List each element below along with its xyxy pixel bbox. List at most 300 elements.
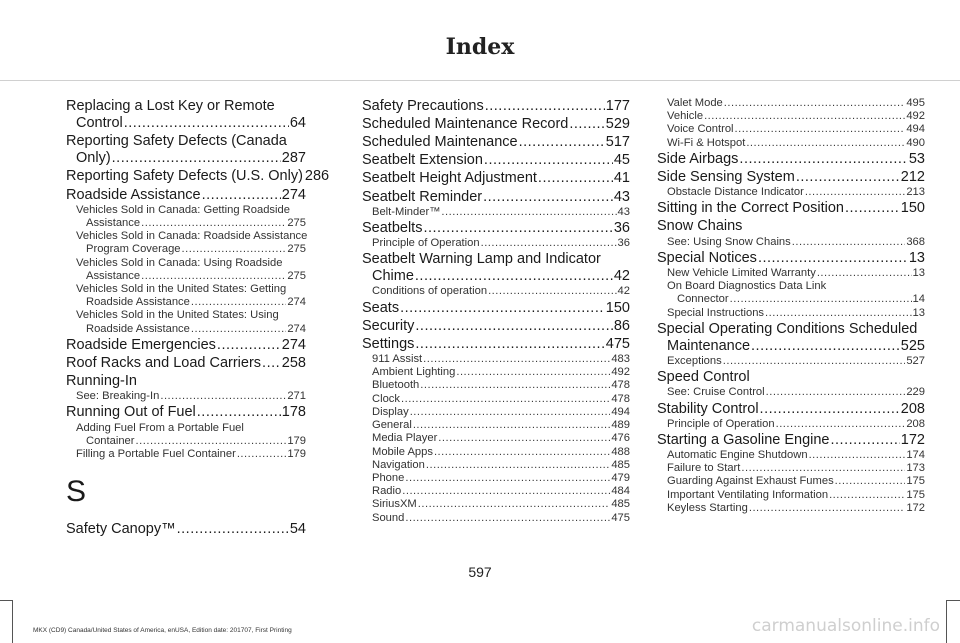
entry-line (372, 379, 630, 392)
entry-text: Special Operating Conditions Scheduled (657, 320, 918, 337)
entry-text: SiriusXM (372, 498, 417, 511)
entry-line (362, 318, 630, 335)
entry-page-number: 174 (906, 448, 925, 461)
entry-text: Principle of Operation (667, 417, 775, 430)
index-entry (66, 187, 306, 204)
index-subentry (657, 475, 925, 488)
index-subentry (362, 459, 630, 472)
index-entry (362, 189, 630, 206)
entry-page-number: 274 (287, 296, 306, 309)
entry-page-number: 64 (289, 115, 306, 132)
entry-line (667, 267, 925, 280)
entry-text: Reporting Safety Defects (U.S. Only) (66, 168, 303, 185)
entry-page-number: 275 (287, 269, 306, 282)
index-subentry (362, 366, 630, 379)
entry-text: Safety Precautions (362, 98, 484, 114)
entry-text: Special Instructions (667, 306, 765, 319)
leader-dots (723, 355, 906, 368)
entry-page-number: 213 (906, 186, 925, 199)
index-subentry (362, 432, 630, 445)
entry-text: Guarding Against Exhaust Fumes (667, 475, 834, 488)
entry-line (76, 448, 306, 461)
entry-line (372, 237, 630, 250)
entry-line (667, 307, 925, 320)
leader-dots (217, 337, 281, 354)
entry-page-number: 287 (281, 150, 306, 167)
entry-page-number: 271 (287, 390, 306, 403)
entry-page-number: 13 (912, 266, 925, 279)
entry-text: Clock (372, 392, 400, 405)
leader-dots (415, 336, 604, 353)
entry-line (76, 435, 306, 448)
entry-text: Special Notices (657, 249, 757, 266)
entry-text: Safety Canopy™ (66, 521, 176, 538)
entry-page-number: 42 (617, 285, 630, 298)
index-entry (66, 521, 306, 538)
index-entry (362, 336, 630, 353)
leader-dots (796, 169, 900, 186)
entry-page-number: 475 (605, 335, 630, 352)
entry-page-number: 484 (611, 485, 630, 498)
entry-text: Seatbelts (362, 219, 423, 236)
entry-text: Scheduled Maintenance Record (362, 116, 569, 133)
index-subentry (657, 97, 925, 110)
leader-dots (423, 220, 612, 237)
entry-text: Failure to Start (667, 462, 741, 475)
entry-page-number: 275 (287, 243, 306, 256)
entry-page-number: 150 (605, 299, 630, 316)
entry-text: Seatbelt Reminder (362, 188, 483, 205)
entry-line (667, 418, 925, 431)
entry-text: On Board Diagnostics Data Link (667, 280, 827, 293)
entry-line (362, 116, 630, 133)
leader-dots (262, 355, 281, 372)
leader-dots (136, 435, 287, 448)
entry-text: Vehicles Sold in the United States: Using (76, 309, 279, 322)
leader-dots (484, 152, 613, 169)
index-entry (66, 98, 306, 132)
crop-mark-left (12, 600, 13, 643)
entry-line (362, 189, 630, 206)
index-subentry (657, 489, 925, 502)
entry-page-number: 475 (611, 511, 630, 524)
index-subentry (362, 498, 630, 511)
entry-line (667, 110, 925, 123)
leader-dots (415, 318, 612, 335)
entry-page-number: 36 (617, 236, 630, 249)
entry-text: Roadside Assistance (86, 296, 190, 309)
entry-page-number: 492 (611, 366, 630, 379)
entry-text: Connector (677, 293, 729, 306)
leader-dots (792, 236, 906, 249)
entry-line (657, 432, 925, 449)
entry-text: Security (362, 317, 415, 334)
crop-mark-left-h (0, 600, 13, 601)
leader-dots (760, 401, 900, 418)
index-subentry (362, 353, 630, 366)
index-entry (66, 373, 306, 390)
entry-page-number: 274 (281, 336, 306, 353)
leader-dots (735, 123, 906, 136)
leader-dots (160, 390, 286, 403)
entry-line (362, 300, 630, 317)
entry-text: Side Sensing System (657, 168, 795, 185)
entry-text: New Vehicle Limited Warranty (667, 266, 816, 279)
entry-text: Scheduled Maintenance (362, 134, 518, 151)
index-subentry (362, 206, 630, 219)
entry-text: Media Player (372, 432, 438, 445)
entry-text: Wi-Fi & Hotspot (667, 136, 746, 149)
entry-page-number: 54 (289, 521, 306, 538)
entry-text: Exceptions (667, 354, 722, 367)
leader-dots (402, 485, 610, 498)
index-subentry (362, 419, 630, 432)
entry-text: Display (372, 405, 409, 418)
entry-line (372, 406, 630, 419)
entry-page-number: 43 (617, 205, 630, 218)
entry-line (657, 338, 925, 355)
index-column-3 (657, 97, 925, 515)
entry-text: Vehicles Sold in the United States: Getting (76, 282, 287, 295)
index-entry (362, 116, 630, 133)
entry-line (657, 151, 925, 168)
index-entry (657, 218, 925, 235)
entry-line (362, 134, 630, 151)
entry-text: Mobile Apps (372, 445, 433, 458)
entry-page-number: 173 (906, 462, 925, 475)
entry-text: Radio (372, 485, 402, 498)
entry-text: Settings (362, 335, 415, 352)
index-entry (362, 251, 630, 285)
entry-page-number: 86 (613, 317, 630, 334)
index-subentry (657, 110, 925, 123)
entry-line (66, 337, 306, 354)
entry-page-number: 492 (906, 110, 925, 123)
entry-page-number: 36 (613, 219, 630, 236)
entry-line (372, 472, 630, 485)
entry-line (362, 152, 630, 169)
entry-page-number: 479 (611, 471, 630, 484)
leader-dots (829, 489, 905, 502)
index-entry (362, 220, 630, 237)
entry-page-number: 489 (611, 419, 630, 432)
index-subentry (66, 309, 306, 335)
leader-dots (488, 285, 616, 298)
index-entry (66, 355, 306, 372)
page-number: 597 (468, 564, 492, 580)
index-subentry (362, 446, 630, 459)
index-subentry (657, 280, 925, 306)
entry-page-number: 529 (605, 116, 630, 133)
entry-page-number: 41 (613, 170, 630, 187)
index-subentry (657, 236, 925, 249)
leader-dots (420, 379, 610, 392)
index-subentry (657, 355, 925, 368)
index-subentry (66, 390, 306, 403)
entry-line (667, 386, 925, 399)
leader-dots (410, 406, 611, 419)
leader-dots (730, 293, 912, 306)
leader-dots (182, 243, 287, 256)
entry-page-number: 494 (906, 123, 925, 136)
leader-dots (835, 475, 906, 488)
leader-dots (765, 307, 912, 320)
index-entry (657, 401, 925, 418)
entry-line (667, 123, 925, 136)
page-title: Index (445, 34, 515, 60)
index-subentry (66, 422, 306, 448)
leader-dots (831, 432, 900, 449)
index-entry (657, 250, 925, 267)
entry-text: See: Breaking-In (76, 390, 160, 403)
leader-dots (704, 110, 905, 123)
entry-line (66, 150, 306, 167)
entry-line (667, 293, 925, 306)
leader-dots (749, 502, 905, 515)
entry-text: Vehicle (667, 110, 704, 123)
leader-dots (805, 186, 906, 199)
leader-dots (141, 270, 286, 283)
index-subentry (657, 502, 925, 515)
leader-dots (423, 353, 610, 366)
entry-line (362, 336, 630, 353)
entry-page-number: 42 (613, 268, 630, 285)
entry-line (76, 270, 306, 283)
index-entry (362, 318, 630, 335)
entry-line (66, 404, 306, 421)
entry-line (667, 489, 925, 502)
entry-text: Automatic Engine Shutdown (667, 448, 808, 461)
leader-dots (483, 189, 613, 206)
entry-page-number: 275 (287, 216, 306, 229)
entry-line (372, 512, 630, 525)
leader-dots (751, 338, 900, 355)
watermark: carmanualsonline.info (751, 616, 940, 636)
entry-page-number: 43 (613, 188, 630, 205)
entry-text: Stability Control (657, 400, 759, 417)
entry-text: Roof Racks and Load Carriers (66, 354, 262, 371)
entry-text: Program Coverage (86, 243, 181, 256)
entry-text: Roadside Emergencies (66, 336, 216, 353)
entry-text: Sitting in the Correct Position (657, 200, 844, 217)
entry-text: Running-In (66, 373, 137, 390)
entry-text: Belt-Minder™ (372, 205, 441, 218)
entry-line (362, 268, 630, 285)
leader-dots (426, 459, 610, 472)
entry-line (362, 98, 630, 115)
index-entry (362, 134, 630, 151)
header-divider (0, 80, 960, 81)
index-subentry (657, 307, 925, 320)
entry-text: Seatbelt Height Adjustment (362, 170, 537, 187)
entry-page-number: 494 (611, 405, 630, 418)
leader-dots (538, 170, 613, 187)
entry-line (372, 206, 630, 219)
index-subentry (657, 418, 925, 431)
index-subentry (66, 448, 306, 461)
entry-text: Phone (372, 471, 405, 484)
entry-text: Roadside Assistance (66, 186, 201, 203)
entry-text: Adding Fuel From a Portable Fuel (76, 421, 244, 434)
index-entry (362, 300, 630, 317)
leader-dots (112, 150, 281, 167)
leader-dots (202, 187, 281, 204)
index-subentry (657, 267, 925, 280)
leader-dots (519, 134, 605, 151)
entry-page-number: 208 (900, 400, 925, 417)
leader-dots (741, 462, 905, 475)
index-subentry (362, 393, 630, 406)
entry-text: Reporting Safety Defects (Canada (66, 133, 287, 150)
leader-dots (177, 521, 289, 538)
entry-page-number: 53 (908, 150, 925, 167)
leader-dots (413, 419, 611, 432)
entry-page-number: 14 (912, 293, 925, 306)
entry-line (657, 200, 925, 217)
entry-text: Vehicles Sold in Canada: Getting Roadside (76, 203, 290, 216)
index-entry (657, 369, 925, 386)
entry-text: Seatbelt Warning Lamp and Indicator (362, 251, 601, 268)
entry-text: Assistance (86, 269, 141, 282)
leader-dots (438, 432, 610, 445)
entry-text: Voice Control (667, 123, 734, 136)
entry-line (372, 285, 630, 298)
index-subentry (657, 186, 925, 199)
entry-text: Vehicles Sold in Canada: Using Roadside (76, 256, 283, 269)
leader-dots (746, 137, 905, 150)
index-entry (362, 170, 630, 187)
leader-dots (401, 393, 610, 406)
entry-line (667, 355, 925, 368)
entry-page-number: 478 (611, 379, 630, 392)
entry-line (362, 220, 630, 237)
entry-line (66, 187, 306, 204)
index-subentry (657, 386, 925, 399)
index-subentry (66, 230, 306, 256)
leader-dots (456, 366, 610, 379)
entry-line (667, 137, 925, 150)
entry-line (372, 498, 630, 511)
entry-line (667, 502, 925, 515)
crop-mark-right-h (946, 600, 960, 601)
entry-text: See: Cruise Control (667, 386, 765, 399)
leader-dots (481, 237, 617, 250)
entry-text: General (372, 419, 412, 432)
index-subentry (66, 257, 306, 283)
entry-page-number: 13 (908, 249, 925, 266)
leader-dots (485, 98, 605, 115)
leader-dots (415, 268, 613, 285)
entry-page-number: 286 (304, 168, 330, 185)
index-subentry (66, 204, 306, 230)
entry-line (66, 355, 306, 372)
entry-line (66, 168, 330, 185)
entry-page-number: 517 (605, 134, 630, 151)
entry-page-number: 13 (912, 306, 925, 319)
index-subentry (362, 237, 630, 250)
entry-text: Speed Control (657, 369, 750, 386)
leader-dots (405, 512, 610, 525)
entry-text: Important Ventilating Information (667, 488, 829, 501)
entry-text: Keyless Starting (667, 501, 748, 514)
entry-page-number: 488 (611, 445, 630, 458)
entry-page-number: 179 (287, 447, 306, 460)
entry-page-number: 172 (900, 431, 925, 448)
entry-page-number: 274 (287, 322, 306, 335)
leader-dots (441, 206, 616, 219)
entry-line (372, 485, 630, 498)
entry-text: Principle of Operation (372, 236, 480, 249)
entry-text: Replacing a Lost Key or Remote (66, 98, 275, 114)
index-entry (66, 168, 330, 185)
entry-page-number: 483 (611, 352, 630, 365)
index-subentry (362, 285, 630, 298)
entry-text: Chime (372, 268, 414, 285)
entry-line (372, 353, 630, 366)
index-subentry (362, 512, 630, 525)
entry-text: Running Out of Fuel (66, 404, 196, 421)
index-subentry (66, 283, 306, 309)
entry-line (76, 323, 306, 336)
entry-line (76, 296, 306, 309)
index-entry (66, 133, 306, 167)
leader-dots (776, 418, 906, 431)
entry-page-number: 476 (611, 432, 630, 445)
crop-mark-right (946, 600, 947, 643)
index-subentry (362, 406, 630, 419)
footer-edition-text: MKX (CD9) Canada/United States of America, enUSA, Edition date: 201707, First Printing (33, 627, 292, 634)
entry-line (667, 475, 925, 488)
entry-text: Assistance (86, 216, 141, 229)
leader-dots (191, 323, 286, 336)
entry-text: Vehicles Sold in Canada: Roadside Assistance (76, 230, 308, 243)
index-subentry (657, 449, 925, 462)
entry-page-number: 229 (906, 386, 925, 399)
entry-text: Seats (362, 299, 400, 316)
index-entry (657, 321, 925, 355)
index-subentry (362, 379, 630, 392)
entry-text: Roadside Assistance (86, 322, 190, 335)
index-entry (362, 98, 630, 115)
entry-line (372, 366, 630, 379)
entry-line (372, 459, 630, 472)
entry-page-number: 179 (287, 434, 306, 447)
entry-line (657, 250, 925, 267)
entry-line (657, 401, 925, 418)
entry-text: Control (76, 115, 123, 132)
index-subentry (362, 472, 630, 485)
entry-line (667, 449, 925, 462)
leader-dots (124, 115, 289, 132)
entry-page-number: 178 (281, 404, 306, 421)
leader-dots (845, 200, 900, 217)
index-subentry (657, 462, 925, 475)
index-column-2 (362, 97, 630, 525)
entry-page-number: 368 (906, 235, 925, 248)
leader-dots (434, 446, 610, 459)
entry-text: Navigation (372, 458, 425, 471)
entry-page-number: 177 (605, 98, 630, 114)
leader-dots (739, 151, 907, 168)
leader-dots (569, 116, 604, 133)
entry-page-number: 45 (613, 152, 630, 169)
entry-text: Seatbelt Extension (362, 152, 483, 169)
index-subentry (657, 137, 925, 150)
entry-text: Container (86, 434, 135, 447)
entry-line (667, 236, 925, 249)
entry-page-number: 485 (611, 498, 630, 511)
entry-text: Starting a Gasoline Engine (657, 431, 830, 448)
